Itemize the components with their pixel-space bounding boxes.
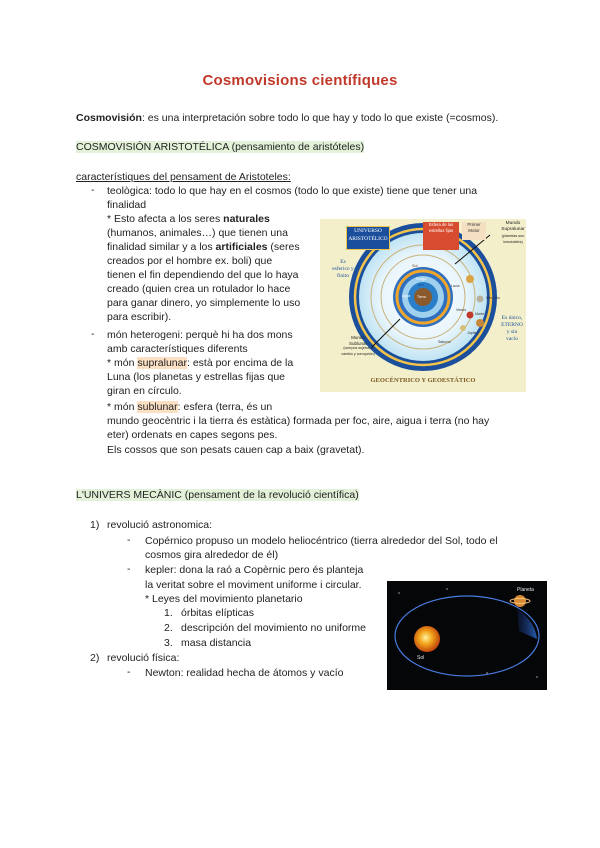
planet-label: Venus	[456, 308, 466, 312]
planet-dot	[460, 325, 466, 331]
planet-label: Júpiter	[467, 331, 478, 335]
bullet1-line2: finalidad	[107, 199, 147, 211]
label: Mundo	[351, 335, 365, 340]
note-text: * Esto afecta a los seres	[107, 213, 224, 225]
label: (planetas son	[501, 234, 525, 238]
supralunar-line2: Luna (los planetas y estrellas fijas que	[107, 371, 286, 383]
copernicus-line2: cosmos gira alrededor de él)	[145, 549, 279, 561]
bullet1-line1: teològica: todo lo que hay en el cosmos (todo lo que existe) tiene que tener una	[107, 185, 478, 197]
sublunar-line1	[107, 400, 272, 414]
supralunar-line1	[107, 356, 293, 370]
figure1-title: UNIVERSO	[354, 228, 382, 234]
star	[486, 672, 487, 673]
sub-text: : esfera (terra, és un	[177, 401, 273, 413]
figure1-caption: GEOCÉNTRICO Y GEOESTÁTICO	[370, 377, 476, 384]
supra-text: : està por encima de la	[186, 357, 294, 369]
note-line3	[107, 240, 300, 254]
law-text: masa distancia	[181, 637, 252, 649]
planet-label: Marte	[475, 312, 485, 316]
label: esferico y	[332, 266, 354, 272]
kepler-orbit-figure	[387, 581, 547, 690]
item2-title: revolució física:	[107, 652, 180, 664]
label: cambio y corrupción)	[341, 351, 375, 356]
kepler-orbit-diagram	[387, 581, 547, 690]
section1-subheading: característiques del pensament de Aristoteles:	[76, 171, 291, 183]
intro-definition: : es una interpretación sobre todo lo que hay y todo lo que existe (=cosmos).	[141, 112, 499, 124]
planet-label: Mercurio	[486, 296, 500, 300]
sun-label: Sol	[417, 655, 425, 661]
label: ETERNO	[501, 322, 523, 328]
supralunar-label	[500, 221, 526, 245]
note-line5: tienen el fin dependiendo del que lo haya	[107, 269, 299, 281]
label: Mundo	[505, 221, 521, 226]
label: y sin	[506, 329, 518, 335]
figure1-title-box	[346, 226, 390, 250]
bullet2-line2: amb característiques diferents	[107, 343, 248, 355]
bullet2-line1: món heterogeni: perquè hi ha dos mons	[107, 329, 293, 341]
sun-icon	[414, 626, 440, 652]
law-text: descripción del movimiento no uniforme	[181, 622, 367, 634]
intro-paragraph	[76, 111, 498, 125]
sublunar-highlight: sublunar	[137, 401, 178, 413]
label: Supralunar	[501, 227, 525, 232]
note-text: (seres	[267, 241, 300, 253]
law-text: órbitas elípticas	[181, 607, 254, 619]
kepler-line2: la veritat sobre el moviment uniforme i circular.	[145, 579, 362, 591]
star	[536, 676, 537, 677]
bullet-dash: -	[127, 666, 131, 678]
element-label: Aire	[418, 283, 425, 287]
star	[398, 592, 399, 593]
bullet-dash: -	[127, 534, 131, 546]
item1-title: revolució astronomica:	[107, 519, 213, 531]
item2-number: 2)	[90, 652, 100, 664]
planet-label: Sol	[412, 264, 418, 268]
planet-dot	[467, 312, 474, 319]
law-number: 1.	[164, 607, 173, 619]
note-line4: creados por el hombre ex. boli) que	[107, 255, 273, 267]
sub-prefix: * món	[107, 401, 138, 413]
newton-line: Newton: realidad hecha de átomos y vacío	[145, 667, 344, 679]
sublunar-line3: eter) ordenats en capes segons pes.	[107, 429, 278, 441]
stars-label-box	[423, 222, 459, 250]
label: Es	[340, 259, 346, 265]
label: Sublunar	[348, 340, 367, 346]
supralunar-highlight: supralunar	[137, 357, 187, 369]
note-line6: creado (quien crea un rotulador lo hace	[107, 283, 291, 295]
label: (cuerpos sujetos a	[343, 346, 373, 350]
label: estrellas fijas	[428, 227, 454, 233]
label: Motor	[468, 228, 480, 233]
planet-dot	[477, 296, 484, 303]
label: inmutables)	[503, 240, 523, 244]
section1-heading-text: COSMOVISIÓN ARISTOTÉLICA (pensamiento de aristóteles)	[76, 141, 365, 153]
element-label: Agua	[402, 294, 411, 298]
planet-icon	[514, 595, 526, 607]
law-number: 2.	[164, 622, 173, 634]
sublunar-line4: Els cossos que son pesats cauen cap a baix (gravetat).	[107, 444, 365, 456]
planet-dot	[466, 275, 474, 283]
note-line1	[107, 212, 270, 226]
note-line8: para escribir).	[107, 311, 172, 323]
label: Es único,	[501, 315, 523, 321]
prime-mover-box	[462, 222, 486, 240]
planet-label: Luna	[451, 284, 460, 288]
item1-number: 1)	[90, 519, 100, 531]
note-line2: (humanos, animales…) que tienen una	[107, 227, 288, 239]
kepler-line1: kepler: dona la raó a Copèrnic pero és planteja	[145, 564, 364, 576]
figure1-title: ARISTOTÉLICO	[348, 236, 388, 242]
element-label: Fuego	[416, 277, 427, 281]
planet-dot	[476, 319, 484, 327]
note-bold-naturales: naturales	[223, 213, 270, 225]
note-bold-artificiales: artificiales	[215, 241, 268, 253]
section2-heading	[76, 488, 359, 502]
note-text: finalidad similar y a los	[107, 241, 216, 253]
note-line7: para ganar dinero, yo simplemente lo uso	[107, 297, 301, 309]
planet-label: Saturno	[438, 340, 451, 344]
sublunar-world-label	[338, 335, 378, 357]
section2-heading-text: L'UNIVERS MECÀNIC (pensament de la revolució científica)	[76, 489, 359, 501]
aristotelian-universe-figure	[320, 219, 526, 392]
label: finito	[337, 273, 349, 279]
bullet-dash: -	[91, 184, 95, 196]
label: Esfera de las	[428, 222, 454, 227]
kepler-note: * Leyes del movimiento planetario	[145, 593, 303, 605]
element-label: Tierra	[417, 295, 426, 299]
copernicus-line1: Copérnico propuso un modelo heliocéntrico (tierra alrededor del Sol, todo el	[145, 535, 498, 547]
eternal-label	[498, 315, 526, 343]
bullet-dash: -	[127, 563, 131, 575]
planet-label: Planeta	[517, 587, 534, 593]
page-title: Cosmovisions científiques	[202, 72, 398, 89]
intro-term: Cosmovisión	[76, 112, 142, 124]
label: Primer	[467, 222, 481, 227]
label: vacío	[506, 336, 518, 342]
sublunar-line2: mundo geocèntric i la tierra és estàtica) formada per foc, aire, aigua i terra (no hay	[107, 415, 490, 427]
star	[446, 588, 447, 589]
supra-prefix: * món	[107, 357, 138, 369]
law-number: 3.	[164, 637, 173, 649]
section1-heading	[76, 140, 364, 154]
bullet-dash: -	[91, 328, 95, 340]
spherical-finite-label	[323, 259, 363, 280]
supralunar-line3: giran en círculo.	[107, 385, 182, 397]
